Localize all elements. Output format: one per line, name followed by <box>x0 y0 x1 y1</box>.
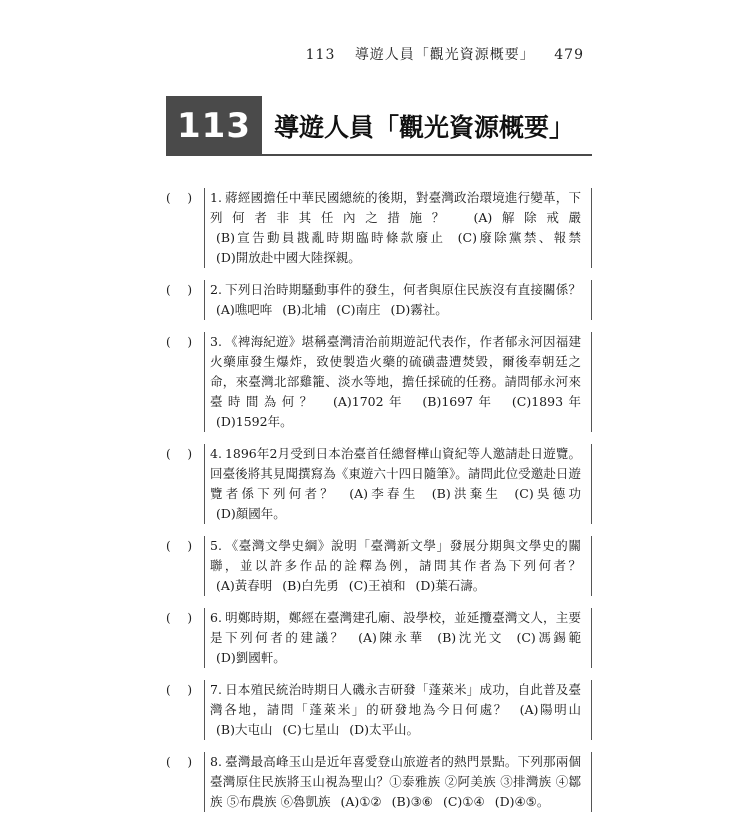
question-item <box>166 536 592 596</box>
question-text: 《裨海紀遊》堪稱臺灣清治前期遊記代表作，作者郁永河因福建火藥庫發生爆炸，致使製造火藥的硫磺盡遭焚毀，爾後奉朝廷之命，來臺灣北部雞籠、淡水等地，擔任採硫的任務。請問郁永河來臺時間為何？ <box>210 334 581 409</box>
question-body <box>204 680 592 740</box>
answer-blank[interactable] <box>166 608 192 628</box>
header-page-number: 479 <box>554 47 584 63</box>
answer-paren-close: ) <box>187 683 192 697</box>
question-body <box>204 752 592 812</box>
question-text: 明鄭時期，鄭經在臺灣建孔廟、設學校，並延攬臺灣文人，主要是下列何者的建議？ <box>210 610 581 645</box>
answer-paren-close: ) <box>187 539 192 553</box>
question-item <box>166 280 592 320</box>
question-body <box>204 188 592 268</box>
answer-blank[interactable] <box>166 680 192 700</box>
answer-option: (A)黃春明 <box>216 578 273 593</box>
answer-option: (A)噍吧哖 <box>216 302 273 317</box>
answer-option: (B)北埔 <box>282 302 327 317</box>
question-text: 《臺灣文學史綱》說明「臺灣新文學」發展分期與文學史的關聯，並以許多作品的詮釋為例，請問其作者為下列何者？ <box>210 538 581 573</box>
answer-paren-close: ) <box>187 755 192 769</box>
answer-paren-open: ( <box>166 191 171 205</box>
answer-option: (A)陳永華 <box>358 630 425 645</box>
question-number: 5. <box>210 538 222 553</box>
answer-option: (C)南庄 <box>336 302 381 317</box>
answer-paren-open: ( <box>166 683 171 697</box>
answer-blank[interactable] <box>166 332 192 352</box>
question-body <box>204 444 592 524</box>
answer-option: (D)太平山。 <box>349 722 420 737</box>
question-item <box>166 332 592 432</box>
answer-option: (D)1592年。 <box>216 414 293 429</box>
answer-option: (A)①② <box>340 794 382 809</box>
answer-blank[interactable] <box>166 444 192 464</box>
answer-option: (A)陽明山 <box>519 702 581 717</box>
question-item <box>166 444 592 524</box>
answer-option: (B)③⑥ <box>391 794 433 809</box>
question-number: 2. <box>210 282 222 297</box>
question-number: 7. <box>210 682 222 697</box>
answer-paren-close: ) <box>187 447 192 461</box>
question-item <box>166 188 592 268</box>
question-number: 1. <box>210 190 222 205</box>
answer-paren-close: ) <box>187 283 192 297</box>
answer-option: (B)1697年 <box>422 394 497 409</box>
question-number: 6. <box>210 610 222 625</box>
chapter-number: 113 <box>166 96 262 156</box>
answer-blank[interactable] <box>166 752 192 772</box>
question-body <box>204 332 592 432</box>
answer-paren-close: ) <box>187 335 192 349</box>
answer-option: (B)大屯山 <box>216 722 273 737</box>
answer-option: (C)王禎和 <box>348 578 406 593</box>
question-text: 下列日治時期騷動事件的發生，何者與原住民族沒有直接關係？ <box>224 282 581 297</box>
answer-blank[interactable] <box>166 536 192 556</box>
question-text: 1896年2月受到日本治臺首任總督樺山資紀等人邀請赴日遊覽。回臺後將其見聞撰寫為《東遊六十四日隨筆》。請問此位受邀赴日遊覽者係下列何者？ <box>210 446 581 501</box>
answer-option: (C)1893年 <box>511 394 581 409</box>
title-underline <box>262 154 592 156</box>
answer-option: (D)劉國軒。 <box>216 650 286 665</box>
answer-option: (C)吳德功 <box>514 486 581 501</box>
answer-option: (B)宣告動員戡亂時期臨時條款廢止 <box>216 230 446 245</box>
answer-option: (B)白先勇 <box>282 578 339 593</box>
answer-paren-close: ) <box>187 191 192 205</box>
answer-paren-open: ( <box>166 755 171 769</box>
question-item <box>166 608 592 668</box>
question-text: 臺灣最高峰玉山是近年喜愛登山旅遊者的熱門景點。下列那兩個臺灣原住民族將玉山視為聖山？①泰雅族 ②阿美族 ③排灣族 ④鄒族 ⑤布農族 ⑥魯凱族 <box>210 754 581 809</box>
question-text: 日本殖民統治時期日人磯永吉研發「蓬萊米」成功，自此普及臺灣各地，請問「蓬萊米」的研發地為今日何處？ <box>210 682 581 717</box>
answer-option: (D)葉石濤。 <box>415 578 486 593</box>
answer-option: (D)顏國年。 <box>216 506 286 521</box>
answer-paren-open: ( <box>166 283 171 297</box>
answer-option: (A)解除戒嚴 <box>473 210 581 225</box>
answer-paren-open: ( <box>166 611 171 625</box>
answer-option: (C)馮錫範 <box>516 630 581 645</box>
question-item <box>166 680 592 740</box>
answer-option: (C)廢除黨禁、報禁 <box>457 230 581 245</box>
answer-paren-open: ( <box>166 335 171 349</box>
answer-option: (B)沈光文 <box>437 630 504 645</box>
answer-paren-open: ( <box>166 539 171 553</box>
question-item <box>166 752 592 812</box>
question-number: 4. <box>210 446 222 461</box>
answer-option: (D)④⑤。 <box>494 794 550 809</box>
question-body <box>204 280 592 320</box>
header-section-number: 113 <box>305 47 336 63</box>
question-body <box>204 608 592 668</box>
answer-option: (B)洪棄生 <box>431 486 502 501</box>
running-header <box>292 44 584 64</box>
chapter-title-band <box>166 96 592 156</box>
answer-paren-close: ) <box>187 611 192 625</box>
answer-option: (D)開放赴中國大陸探親。 <box>216 250 361 265</box>
answer-option: (A)李春生 <box>349 486 419 501</box>
answer-blank[interactable] <box>166 188 192 208</box>
header-section-title: 導遊人員「觀光資源概要」 <box>354 47 535 63</box>
answer-option: (D)霧社。 <box>390 302 448 317</box>
answer-option: (A)1702年 <box>333 394 407 409</box>
answer-blank[interactable] <box>166 280 192 300</box>
question-list <box>166 188 592 824</box>
chapter-title: 導遊人員「觀光資源概要」 <box>274 113 575 142</box>
question-text: 蔣經國擔任中華民國總統的後期，對臺灣政治環境進行變革，下列何者非其任內之措施？ <box>210 190 581 225</box>
answer-option: (C)七星山 <box>282 722 340 737</box>
question-body <box>204 536 592 596</box>
answer-option: (C)①④ <box>442 794 485 809</box>
question-number: 8. <box>210 754 222 769</box>
question-number: 3. <box>210 334 222 349</box>
answer-paren-open: ( <box>166 447 171 461</box>
